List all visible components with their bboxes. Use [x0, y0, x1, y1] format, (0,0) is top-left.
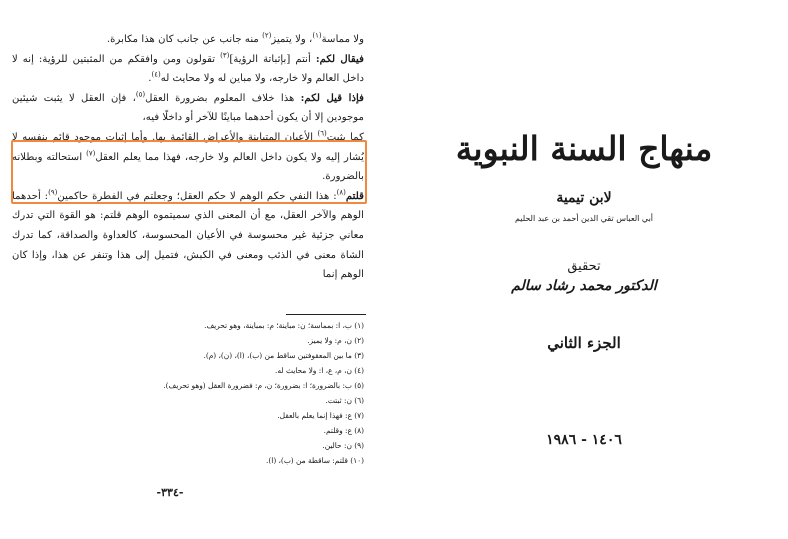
paragraph-text: أنتم [بإثباتة الرؤية] — [229, 53, 316, 65]
paragraph — [12, 89, 364, 128]
paragraph-lead: قلتم — [345, 189, 365, 202]
paragraph-lead: فيقال لكم: — [315, 52, 365, 65]
editor-name: الدكتور محمد رشاد سالم — [511, 278, 657, 294]
paragraph-lead: فإذا قيل لكم: — [300, 91, 364, 104]
paragraph-text: تقولون ومن وافقكم من المثبتين للرؤية: إنه لا داخل العالم ولا خارجه، ولا مباين له ولا محايث له — [12, 53, 364, 85]
footnote: (١) ب، ا: بمماسة؛ ن: مباينة؛ م: بمباينة، وهو تحريف. — [204, 321, 364, 330]
footnote: (٧) ع: فهذا إنما يعلم بالعقل. — [277, 411, 364, 420]
paragraph-text: ، فإن العقل لا يثبت شيئين موجودين إلا أن يكون أحدهما مباينًا للآخر أو داخلًا فيه، — [12, 92, 364, 124]
footnote-marker: (٨) — [336, 188, 346, 197]
footnote: (٤) ن، م، ع، ا: ولا محايث له. — [275, 366, 364, 375]
footnote-marker: (٢) — [262, 31, 272, 40]
footnote-marker: (٥) — [135, 90, 146, 99]
author-name: لابن تيمية — [556, 190, 612, 206]
paragraph — [12, 50, 364, 89]
footnote: (١٠) قلتم: ساقطة من (ب)، (ا). — [266, 456, 364, 465]
footnote-marker: (٩) — [48, 188, 58, 197]
paragraph-text: استحالته وبطلانه بالضرورة. — [12, 151, 364, 183]
title-page — [392, 0, 788, 539]
paragraph-text: : هذا النفي حكم الوهم لا حكم العقل؛ وجعلتم في الفطرة حاكمين — [57, 190, 337, 202]
footnote-marker: (٦) — [317, 129, 327, 138]
footnote-divider — [286, 314, 366, 315]
paragraph-text: ولا مماسة — [321, 34, 364, 45]
footnote: (٢) ن، م: ولا يميز. — [307, 336, 364, 345]
footnote-marker: (٣) — [220, 51, 230, 60]
volume-label: الجزء الثاني — [547, 334, 621, 352]
paragraph-text: : أحدهما الوهم والآخر العقل، مع أن المعنى الذي سميتموه الوهم قلتم: هو القوة التي تدرك معاني جزئية غير محسوسة في الأعيان المحسوسة، كالعداوة والصداقة، كما تدرك الشاة معنى في الذئب ومعنى في الكبش، فتميل إلى هذا وتنفر عن هذا، وإذا كان الوهم إنما — [12, 190, 364, 281]
footnote: (٣) ما بين المعقوفتين ساقط من (ب)، (ا)، (ن)، (م). — [203, 351, 364, 360]
footnote: (٩) ن: حالين. — [322, 441, 364, 450]
edited-label: تحقيق — [567, 259, 601, 274]
paragraph-text: هذا خلاف المعلوم بضرورة العقل — [145, 92, 301, 104]
footnote-marker: (٧) — [86, 149, 96, 158]
paragraph-text: الأعيان المتباينة والأعراض القائمة بها. وأما إثبات موجود قائم بنفسه لا يُشار إليه ولا يكون داخل العالم ولا خارجه، فهذا مما يعلم العقل — [12, 131, 364, 163]
footnote-marker: (١) — [312, 31, 322, 40]
page-number: -٣٣٤- — [156, 486, 184, 499]
paragraph-text: كما يثبت — [326, 131, 364, 143]
publication-year: ١٤٠٦ - ١٩٨٦ — [546, 432, 622, 448]
paragraph-text: ، ولا يتميز — [271, 34, 313, 45]
footnote-marker: (٤) — [151, 70, 161, 79]
footnote: (٨) ع: وقلتم. — [323, 426, 364, 435]
footnote: (٥) ب: بالضرورة؛ ا: بضرورة؛ ن، م: فضرورة العقل (وهو تحريف). — [163, 381, 364, 390]
author-full-name: أبي العباس تقي الدين أحمد بن عبد الحليم — [514, 214, 654, 223]
footnote: (٦) ن: ثبتت. — [325, 396, 364, 405]
paragraph-text: . — [148, 73, 152, 85]
book-title: منهاج السنة النبوية — [455, 129, 713, 168]
highlight-box — [11, 140, 367, 204]
paragraph-text: منه جانب عن جانب كان هذا مكابرة. — [106, 34, 263, 45]
paragraph — [12, 30, 364, 50]
footnotes — [110, 318, 364, 468]
left-page — [0, 0, 392, 539]
